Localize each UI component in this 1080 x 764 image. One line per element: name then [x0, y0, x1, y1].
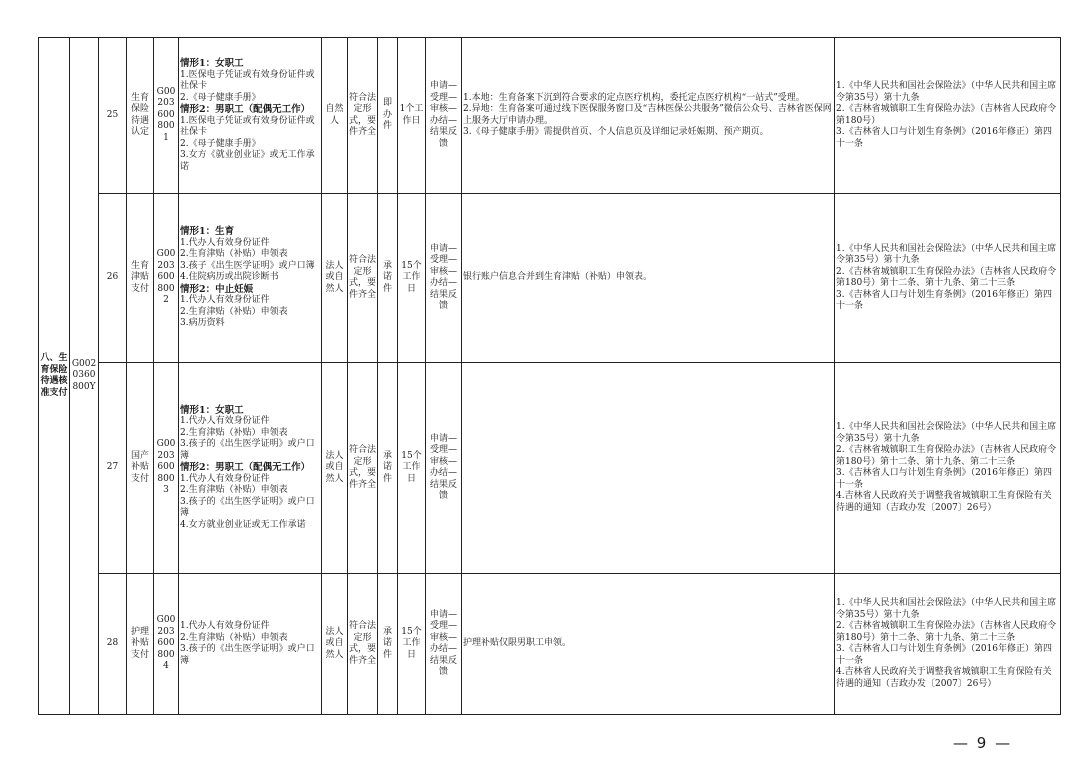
- material-item: 3.孩子的《出生医学证明》或户口簿: [180, 644, 315, 666]
- legal-basis-item: 1.《中华人民共和国社会保险法》（中华人民共和国主席令第35号）第十九条: [836, 598, 1057, 620]
- legal-basis-item: 3.《吉林省人口与计划生育条例》（2016年修正）第四十一条: [836, 468, 1052, 490]
- legal-basis-item: 2.《吉林省城镇职工生育保险办法》（吉林省人民政府令第180号）: [836, 104, 1057, 126]
- legal-basis-item: 2.《吉林省城镇职工生育保险办法》（吉林省人民政府令第180号）第十二条、第十九条、第二十三条: [836, 621, 1057, 643]
- legal-basis-item: 1.《中华人民共和国社会保险法》（中华人民共和国主席令第35号）第十九条: [836, 422, 1057, 444]
- acceptance-condition: 符合法定形式，要件齐全: [348, 194, 378, 363]
- time-limit: 15个工作日: [398, 363, 426, 574]
- material-item: 2.生育津贴（补贴）申领表: [180, 306, 288, 317]
- material-item: 4.女方就业创业证或无工作承诺: [180, 519, 306, 530]
- materials-cell: [179, 38, 322, 194]
- remarks-cell: [462, 38, 835, 194]
- legal-basis-item: 4.吉林省人民政府关于调整我省城镇职工生育保险有关待遇的通知（吉政办发〔2007〕26号）: [836, 667, 1052, 689]
- category-name: 八、生育保险待遇核准支付: [39, 38, 70, 715]
- page-number: — 9 —: [953, 734, 1013, 752]
- category-code: G0020360800Y: [70, 38, 99, 715]
- material-item: 情形2：男职工（配偶无工作）: [180, 104, 311, 115]
- material-item: 1.医保电子凭证或有效身份证件或社保卡: [180, 69, 315, 91]
- table-row: [39, 38, 1061, 194]
- material-item: 2.《母子健康手册》: [180, 138, 261, 149]
- item-type: 承诺件: [378, 574, 398, 715]
- legal-basis-item: 3.《吉林省人口与计划生育条例》（2016年修正）第四十一条: [836, 127, 1052, 149]
- acceptance-condition: 符合法定形式，要件齐全: [348, 363, 378, 574]
- material-item: 情形2：中止妊娠: [180, 283, 254, 295]
- material-item: 1.医保电子凭证或有效身份证件或社保卡: [180, 115, 315, 137]
- material-item: 2.《母子健康手册》: [180, 92, 261, 103]
- legal-basis-cell: [835, 363, 1061, 574]
- process-flow: 申请—受理—审核—办结—结果反馈: [426, 363, 462, 574]
- time-limit: 1个工作日: [398, 38, 426, 194]
- process-flow: 申请—受理—审核—办结—结果反馈: [426, 194, 462, 363]
- material-item: 1.代办人有效身份证件: [180, 416, 270, 427]
- material-item: 2.生育津贴（补贴）申领表: [180, 249, 288, 260]
- legal-basis-item: 3.《吉林省人口与计划生育条例》（2016年修正）第四十一条: [836, 644, 1052, 666]
- acceptance-condition: 符合法定形式，要件齐全: [348, 574, 378, 715]
- material-item: 4.住院病历或出院诊断书: [180, 272, 279, 283]
- remark-item: 1.本地：生育备案下沉到符合要求的定点医疗机构，委托定点医疗机构“一站式”受理。: [463, 92, 805, 103]
- material-item: 情形2：男职工（配偶无工作）: [180, 462, 311, 474]
- material-item: 1.代办人有效身份证件: [180, 473, 270, 484]
- item-name: 护理补贴支付: [127, 574, 154, 715]
- material-item: 2.生育津贴（补贴）申领表: [180, 632, 288, 643]
- material-item: 3.孩子的《出生医学证明》或户口簿: [180, 496, 315, 519]
- time-limit: 15个工作日: [398, 194, 426, 363]
- legal-basis-item: 1.《中华人民共和国社会保险法》（中华人民共和国主席令第35号）第十九条: [836, 81, 1057, 103]
- legal-basis-item: 1.《中华人民共和国社会保险法》（中华人民共和国主席令第35号）第十九条: [836, 243, 1057, 265]
- material-item: 情形1：生育: [180, 226, 235, 238]
- applicant-subject: 法人或自然人: [322, 363, 348, 574]
- item-type: 承诺件: [378, 194, 398, 363]
- table-row: [39, 574, 1061, 715]
- applicant-subject: 自然人: [322, 38, 348, 194]
- materials-cell: [179, 574, 322, 715]
- row-number: 25: [99, 38, 127, 194]
- acceptance-condition: 符合法定形式，要件齐全: [348, 38, 378, 194]
- material-item: 3.病历资料: [180, 318, 225, 329]
- remarks-cell: [462, 574, 835, 715]
- material-item: 情形1：女职工: [180, 58, 244, 69]
- process-flow: 申请—受理—审核—办结—结果反馈: [426, 574, 462, 715]
- legal-basis-cell: [835, 38, 1061, 194]
- material-item: 3.孩子的《出生医学证明》或户口簿: [180, 439, 315, 461]
- item-code: G002036008003: [154, 363, 179, 574]
- time-limit: 15个工作日: [398, 574, 426, 715]
- material-item: 3.孩子《出生医学证明》或户口簿: [180, 260, 315, 271]
- applicant-subject: 法人或自然人: [322, 194, 348, 363]
- remark-item: 护理补贴仅限男职工申领。: [463, 638, 572, 649]
- row-number: 28: [99, 574, 127, 715]
- remark-item: 银行账户信息合并到生育津贴（补贴）申领表。: [463, 272, 653, 283]
- materials-cell: [179, 363, 322, 574]
- item-name: 生育保险待遇认定: [127, 38, 154, 194]
- remark-item: 2.异地：生育备案可通过线下医保服务窗口及“吉林医保公共服务”微信公众号、吉林省医保网上服务大厅申请办理。: [463, 104, 832, 126]
- table-row: [39, 363, 1061, 574]
- material-item: 1.代办人有效身份证件: [180, 237, 270, 248]
- legal-basis-item: 2.《吉林省城镇职工生育保险办法》（吉林省人民政府令第180号）第十二条、第十九条、第二十三条: [836, 445, 1057, 467]
- materials-cell: [179, 194, 322, 363]
- material-item: 情形1：女职工: [180, 404, 244, 416]
- item-type: 即办件: [378, 38, 398, 194]
- item-code: G002036008001: [154, 38, 179, 194]
- row-number: 26: [99, 194, 127, 363]
- service-items-table: [38, 37, 1061, 715]
- applicant-subject: 法人或自然人: [322, 574, 348, 715]
- remarks-cell: [462, 363, 835, 574]
- item-code: G002036008002: [154, 194, 179, 363]
- remark-item: 3.《母子健康手册》需提供首页、个人信息页及详细记录妊娠期、预产期页。: [463, 127, 769, 137]
- item-name: 国产补贴支付: [127, 363, 154, 574]
- material-item: 1.代办人有效身份证件: [180, 295, 270, 306]
- table-row: [39, 194, 1061, 363]
- row-number: 27: [99, 363, 127, 574]
- remarks-cell: [462, 194, 835, 363]
- process-flow: 申请—受理—审核—办结—结果反馈: [426, 38, 462, 194]
- legal-basis-item: 4.吉林省人民政府关于调整我省城镇职工生育保险有关待遇的通知（吉政办发〔2007〕26号）: [836, 491, 1052, 513]
- item-code: G002036008004: [154, 574, 179, 715]
- item-name: 生育津贴支付: [127, 194, 154, 363]
- material-item: 3.女方《就业创业证》或无工作承诺: [180, 150, 315, 172]
- legal-basis-item: 3.《吉林省人口与计划生育条例》（2016年修正）第四十一条: [836, 289, 1052, 311]
- material-item: 2.生育津贴（补贴）申领表: [180, 427, 288, 438]
- material-item: 2.生育津贴（补贴）申领表: [180, 485, 288, 496]
- material-item: 1.代办人有效身份证件: [180, 621, 270, 631]
- legal-basis-cell: [835, 194, 1061, 363]
- legal-basis-cell: [835, 574, 1061, 715]
- legal-basis-item: 2.《吉林省城镇职工生育保险办法》（吉林省人民政府令第180号）第十二条、第十九条、第二十三条: [836, 266, 1057, 288]
- item-type: 承诺件: [378, 363, 398, 574]
